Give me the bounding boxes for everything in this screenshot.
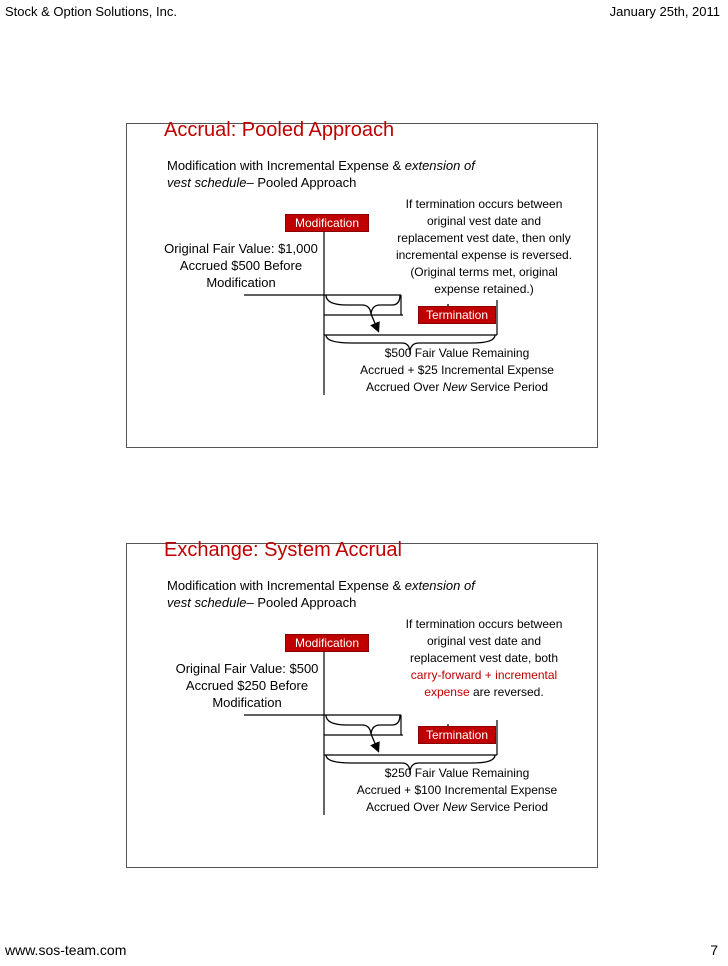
slide-exchange-system-accrual [126,539,598,868]
footer-url: www.sos-team.com [5,942,127,958]
modification-label: Modification [285,214,369,232]
termination-note: If termination occurs between original vest date and replacement vest date, both carry-forward + incremental expense are reversed. [405,617,563,699]
slide-title: Accrual: Pooled Approach [164,119,395,141]
remaining-value-note: $500 Fair Value Remaining Accrued + $25 Incremental Expense Accrued Over New Service Period [360,346,554,394]
termination-label: Termination [418,726,496,744]
termination-label: Termination [418,306,496,324]
document-date: January 25th, 2011 [609,4,720,19]
original-fair-value-note: Original Fair Value: $1,000 Accrued $500 Before Modification [164,241,318,290]
modification-label: Modification [285,634,369,652]
remaining-value-note: $250 Fair Value Remaining Accrued + $100 Incremental Expense Accrued Over New Service Period [356,766,558,814]
slide-accrual-pooled [126,119,598,448]
page-number: 7 [710,942,718,958]
termination-note: If termination occurs between original vest date and replacement vest date, then only incremental expense is reversed. (Original terms met, original expense retained.) [395,197,573,296]
slide-subtitle: Modification with Incremental Expense & extension of vest schedule– Pooled Approach [167,158,475,190]
slide-subtitle: Modification with Incremental Expense & extension of vest schedule– Pooled Approach [167,578,475,610]
slide-title: Exchange: System Accrual [164,539,402,561]
original-fair-value-note: Original Fair Value: $500 Accrued $250 Before Modification [175,661,319,710]
company-name: Stock & Option Solutions, Inc. [5,4,177,19]
